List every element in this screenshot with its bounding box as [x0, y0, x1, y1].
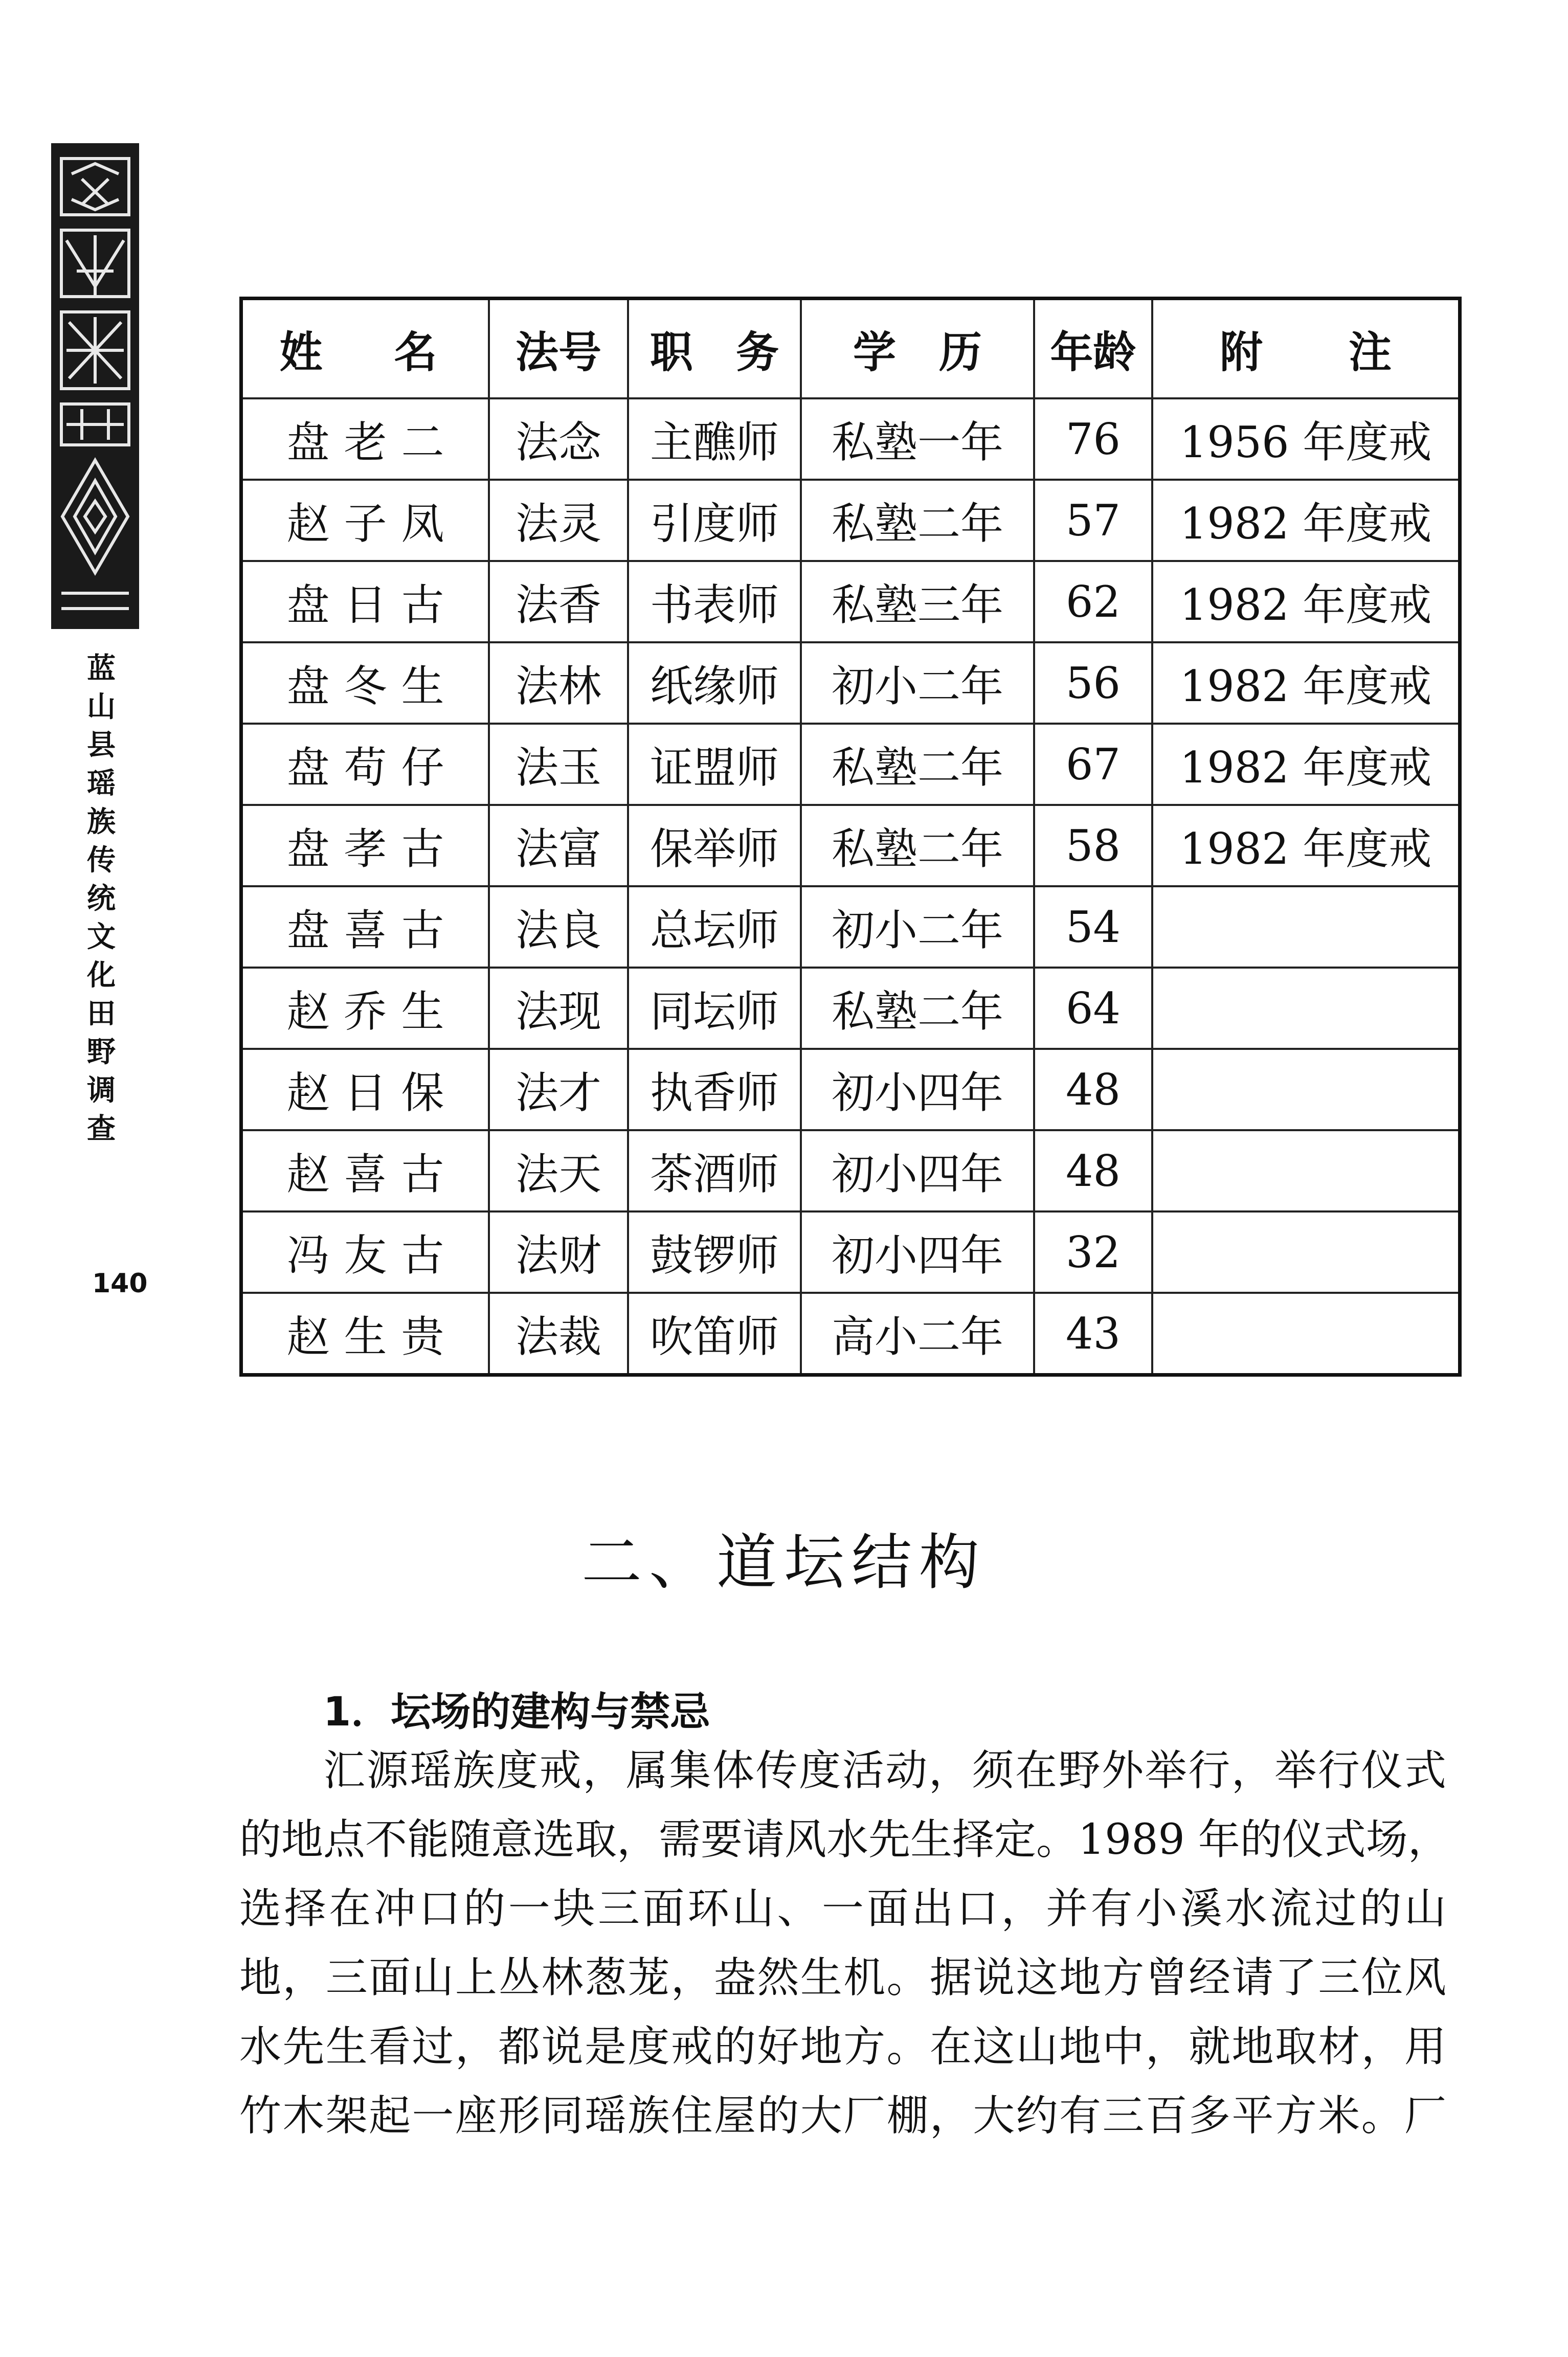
title-char: 调 [87, 1074, 116, 1107]
header-role: 职 务 [628, 299, 801, 399]
title-char: 文 [87, 921, 116, 954]
cell-name: 盘老二 [241, 398, 489, 480]
section-heading: 二、道坛结构 [581, 1527, 987, 1598]
cell-role: 保举师 [628, 805, 801, 886]
cell-education: 私塾三年 [801, 561, 1034, 642]
table-row [241, 642, 1460, 724]
table-row [241, 724, 1460, 805]
title-char: 族 [87, 805, 116, 839]
cell-age: 32 [1034, 1211, 1152, 1293]
cell-age: 56 [1034, 642, 1152, 724]
cell-role: 茶酒师 [628, 1130, 801, 1211]
cell-role: 吹笛师 [628, 1293, 801, 1375]
title-char: 蓝 [87, 652, 116, 685]
cell-education: 初小二年 [801, 642, 1034, 724]
cell-dharma-name: 法富 [489, 805, 628, 886]
cell-role: 证盟师 [628, 724, 801, 805]
cell-dharma-name: 法才 [489, 1049, 628, 1130]
title-char: 县 [87, 729, 116, 762]
cell-name: 赵生贵 [241, 1293, 489, 1375]
cell-education: 私塾二年 [801, 480, 1034, 561]
cell-role: 书表师 [628, 561, 801, 642]
cell-note [1152, 968, 1460, 1049]
cell-education: 私塾一年 [801, 398, 1034, 480]
cell-dharma-name: 法念 [489, 398, 628, 480]
cell-name: 盘孝古 [241, 805, 489, 886]
title-char: 野 [87, 1036, 116, 1069]
table-row [241, 398, 1460, 480]
body-paragraph [239, 1736, 1450, 2150]
table-row [241, 480, 1460, 561]
header-education: 学 历 [801, 299, 1034, 399]
cell-age: 58 [1034, 805, 1152, 886]
cell-education: 高小二年 [801, 1293, 1034, 1375]
cell-education: 初小四年 [801, 1130, 1034, 1211]
cell-dharma-name: 法良 [489, 886, 628, 968]
paragraph-line: 选择在冲口的一块三面环山、一面出口，并有小溪水流过的山 [239, 1884, 1446, 1933]
table-row [241, 1293, 1460, 1375]
table-row [241, 1130, 1460, 1211]
cell-name: 赵日保 [241, 1049, 489, 1130]
cell-note: 1982 年度戒 [1152, 561, 1460, 642]
title-char: 山 [87, 690, 116, 724]
cell-note [1152, 1211, 1460, 1293]
cell-role: 主醮师 [628, 398, 801, 480]
cell-dharma-name: 法裁 [489, 1293, 628, 1375]
cell-note [1152, 1049, 1460, 1130]
cell-note [1152, 886, 1460, 968]
table-row [241, 886, 1460, 968]
header-dharma-name: 法号 [489, 299, 628, 399]
cell-role: 执香师 [628, 1049, 801, 1130]
table-row [241, 805, 1460, 886]
cell-age: 48 [1034, 1130, 1152, 1211]
cell-age: 64 [1034, 968, 1152, 1049]
ornament-pattern-icon [51, 143, 139, 629]
title-char: 统 [87, 882, 116, 915]
cell-name: 盘日古 [241, 561, 489, 642]
cell-education: 私塾二年 [801, 805, 1034, 886]
cell-age: 43 [1034, 1293, 1152, 1375]
title-char: 田 [87, 997, 116, 1030]
cell-role: 同坛师 [628, 968, 801, 1049]
cell-name: 赵子凤 [241, 480, 489, 561]
decorative-side-band [51, 143, 139, 629]
paragraph-line: 汇源瑶族度戒，属集体传度活动，须在野外举行，举行仪式 [323, 1746, 1446, 1795]
cell-age: 54 [1034, 886, 1152, 968]
table-header-row [241, 299, 1460, 399]
header-name: 姓 名 [241, 299, 489, 399]
header-note: 附 注 [1152, 299, 1460, 399]
title-char: 瑶 [87, 767, 116, 800]
cell-role: 引度师 [628, 480, 801, 561]
page-number: 140 [92, 1268, 148, 1299]
cell-name: 盘冬生 [241, 642, 489, 724]
subsection-heading: 1．坛场的建构与禁忌 [323, 1689, 710, 1735]
table-row [241, 561, 1460, 642]
title-char: 传 [87, 844, 116, 877]
cell-note: 1982 年度戒 [1152, 642, 1460, 724]
cell-note: 1982 年度戒 [1152, 724, 1460, 805]
cell-name: 冯友古 [241, 1211, 489, 1293]
cell-dharma-name: 法灵 [489, 480, 628, 561]
cell-name: 盘苟仔 [241, 724, 489, 805]
cell-age: 57 [1034, 480, 1152, 561]
cell-age: 67 [1034, 724, 1152, 805]
cell-role: 鼓锣师 [628, 1211, 801, 1293]
cell-dharma-name: 法林 [489, 642, 628, 724]
table-row [241, 1211, 1460, 1293]
cell-dharma-name: 法现 [489, 968, 628, 1049]
cell-age: 62 [1034, 561, 1152, 642]
cell-name: 赵乔生 [241, 968, 489, 1049]
cell-dharma-name: 法天 [489, 1130, 628, 1211]
cell-education: 初小四年 [801, 1049, 1034, 1130]
cell-role: 纸缘师 [628, 642, 801, 724]
cell-age: 48 [1034, 1049, 1152, 1130]
book-title-vertical [86, 649, 117, 1148]
cell-name: 赵喜古 [241, 1130, 489, 1211]
cell-note [1152, 1293, 1460, 1375]
cell-age: 76 [1034, 398, 1152, 480]
cell-education: 初小四年 [801, 1211, 1034, 1293]
title-char: 化 [87, 959, 116, 992]
table-body [241, 398, 1460, 1375]
cell-dharma-name: 法玉 [489, 724, 628, 805]
paragraph-line: 地，三面山上丛林葱茏，盎然生机。据说这地方曾经请了三位风 [239, 1954, 1446, 2002]
cell-note: 1956 年度戒 [1152, 398, 1460, 480]
paragraph-line: 水先生看过，都说是度戒的好地方。在这山地中，就地取材，用 [239, 2023, 1446, 2071]
cell-note: 1982 年度戒 [1152, 805, 1460, 886]
cell-education: 私塾二年 [801, 724, 1034, 805]
table-row [241, 968, 1460, 1049]
cell-dharma-name: 法财 [489, 1211, 628, 1293]
cell-education: 初小二年 [801, 886, 1034, 968]
cell-dharma-name: 法香 [489, 561, 628, 642]
cell-note: 1982 年度戒 [1152, 480, 1460, 561]
cell-note [1152, 1130, 1460, 1211]
title-char: 查 [87, 1112, 116, 1146]
paragraph-line: 竹木架起一座形同瑶族住屋的大厂棚，大约有三百多平方米。厂 [239, 2092, 1446, 2140]
cell-role: 总坛师 [628, 886, 801, 968]
header-age: 年龄 [1034, 299, 1152, 399]
table-row [241, 1049, 1460, 1130]
cell-name: 盘喜古 [241, 886, 489, 968]
cell-education: 私塾二年 [801, 968, 1034, 1049]
priest-roster-table [239, 297, 1462, 1377]
paragraph-line: 的地点不能随意选取，需要请风水先生择定。1989 年的仪式场， [239, 1815, 1450, 1864]
